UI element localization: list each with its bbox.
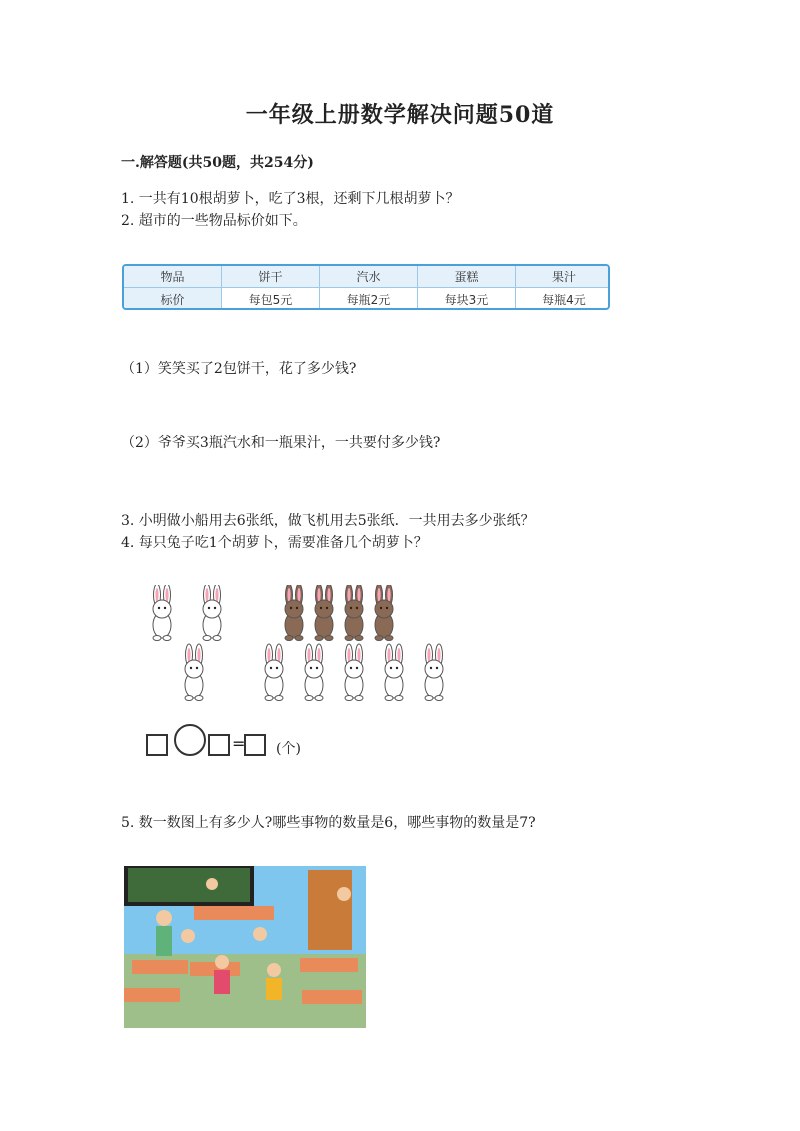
- white-rabbit: [425, 644, 443, 701]
- person-student: [267, 963, 281, 977]
- white-rabbit: [265, 644, 283, 701]
- brown-rabbit: [315, 585, 333, 641]
- table-cell-price: 每瓶4元: [542, 292, 586, 307]
- person-student: [215, 955, 229, 969]
- person-student: [253, 927, 267, 941]
- question-3: 3. 小明做小船用去6张纸，做飞机用去5张纸．一共用去多少张纸？: [121, 513, 535, 529]
- question-1: 1. 一共有10根胡萝卜，吃了3根，还剩下几根胡萝卜？: [121, 191, 460, 207]
- classroom-illustration: [124, 866, 366, 1028]
- answer-box[interactable]: [244, 734, 266, 756]
- desk: [132, 960, 188, 974]
- white-rabbit: [345, 644, 363, 701]
- section-heading: 一.解答题(共50题，共254分): [121, 155, 314, 171]
- question-5: 5. 数一数图上有多少人?哪些事物的数量是6，哪些事物的数量是7?: [121, 815, 536, 831]
- table-cell-item-name: 果汁: [516, 266, 610, 288]
- classroom-door: [308, 870, 352, 950]
- white-rabbit: [305, 644, 323, 701]
- person-at-door: [337, 887, 351, 901]
- blackboard: [128, 868, 250, 902]
- desk: [124, 988, 180, 1002]
- person-teacher: [156, 910, 172, 926]
- brown-rabbit: [345, 585, 363, 641]
- question-2: 2. 超市的一些物品标价如下。: [121, 213, 307, 229]
- white-rabbit: [385, 644, 403, 701]
- operator-circle[interactable]: [174, 724, 206, 756]
- answer-box[interactable]: [208, 734, 230, 756]
- table-cell-item-name: 饼干: [222, 266, 320, 288]
- table-cell-price: 每包5元: [222, 288, 320, 310]
- table-cell-item-name: 蛋糕: [418, 266, 516, 288]
- person-student-body: [266, 978, 282, 1000]
- price-table: [122, 264, 610, 310]
- brown-rabbit: [285, 585, 303, 641]
- rabbits-svg: [140, 585, 470, 715]
- desk: [194, 906, 274, 920]
- table-cell-price: 每块3元: [418, 288, 516, 310]
- person-at-board: [206, 878, 218, 890]
- classroom-svg: [124, 866, 366, 1028]
- person-student-body: [214, 970, 230, 994]
- brown-rabbit: [375, 585, 393, 641]
- table-header-price: 标价: [124, 288, 222, 310]
- page-title: 一年级上册数学解决问题50道: [245, 102, 555, 128]
- table-cell-price: 每瓶2元: [320, 288, 418, 310]
- unit-label: (个): [276, 741, 301, 757]
- table-cell-item-name: 汽水: [320, 266, 418, 288]
- white-rabbit: [203, 585, 221, 641]
- question-2-part-2: （2）爷爷买3瓶汽水和一瓶果汁，一共要付多少钱?: [121, 435, 441, 451]
- white-rabbit: [153, 585, 171, 641]
- white-rabbit: [185, 644, 203, 701]
- answer-box[interactable]: [146, 734, 168, 756]
- rabbits-illustration: [140, 585, 470, 715]
- table-header-item: 物品: [124, 266, 222, 288]
- desk: [302, 990, 362, 1004]
- person-student: [181, 929, 195, 943]
- equals-sign: =: [232, 734, 246, 753]
- question-4: 4. 每只兔子吃1个胡萝卜，需要准备几个胡萝卜？: [121, 535, 428, 551]
- person-teacher-body: [156, 926, 172, 956]
- question-2-part-1: （1）笑笑买了2包饼干，花了多少钱?: [121, 361, 357, 377]
- desk: [300, 958, 358, 972]
